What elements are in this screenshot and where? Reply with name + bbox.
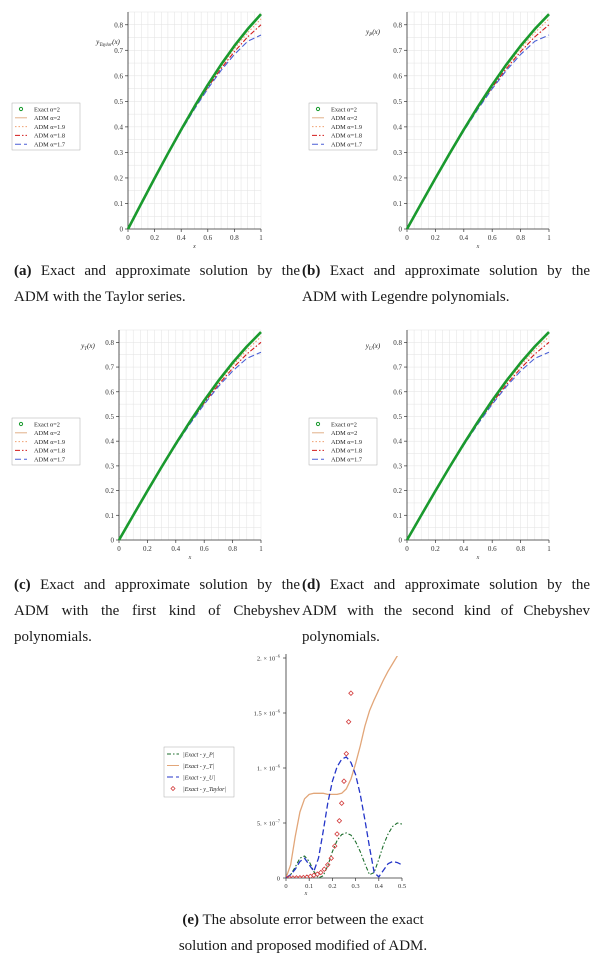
- x-tick-label: 0.6: [487, 234, 497, 242]
- x-tick-label: 0: [284, 883, 288, 890]
- legend-label: |Exact - y_U|: [183, 775, 215, 782]
- legend-label: ADM α=1.9: [331, 123, 362, 131]
- x-tick-label: 0.4: [459, 545, 469, 553]
- x-tick-label: 1: [259, 545, 263, 553]
- error-marker-taylor: [344, 752, 348, 756]
- x-tick-label: 0.3: [351, 883, 360, 890]
- error-marker-taylor: [339, 801, 343, 805]
- y-tick-label: 0.3: [114, 148, 123, 157]
- panel-b: [297, 0, 595, 320]
- y-tick-label: 0.8: [393, 21, 402, 30]
- caption-c-text: Exact and approximate solution by the ADM with the first kind of Chebyshev polynomials.: [14, 577, 300, 645]
- x-axis-label: x: [476, 244, 480, 250]
- y-tick-label: 1. × $10^{-6}$: [256, 763, 280, 773]
- legend-label: Exact α=2: [331, 106, 357, 114]
- y-tick-label: 0: [110, 536, 114, 545]
- x-tick-label: 0.8: [516, 545, 525, 553]
- y-tick-label: 0.8: [393, 338, 402, 347]
- legend-label: |Exact - y_Taylor|: [183, 786, 227, 793]
- legend-label: |Exact - y_T|: [183, 763, 214, 770]
- x-tick-label: 0.2: [431, 545, 440, 553]
- y-tick-label: 0.2: [393, 487, 402, 496]
- y-axis-label: $y_U(x)$: [365, 342, 381, 352]
- legend-label: ADM α=1.8: [34, 132, 65, 140]
- y-tick-label: 0.1: [393, 511, 402, 520]
- y-tick-label: 0.4: [393, 437, 402, 446]
- legend-label: ADM α=1.8: [331, 132, 362, 140]
- y-tick-label: 0.5: [393, 412, 402, 421]
- x-tick-label: 1: [259, 234, 263, 242]
- chart-d: [297, 318, 595, 568]
- x-axis-label: x: [193, 244, 196, 250]
- caption-d: [302, 572, 590, 650]
- x-tick-label: 0.8: [230, 234, 239, 242]
- legend-label: ADM α=2: [331, 115, 358, 123]
- caption-c: [14, 572, 300, 650]
- caption-c-tag: (c): [14, 577, 31, 593]
- y-axis-label: $y_{Taylor}(x)$: [96, 38, 120, 48]
- x-tick-label: 0: [405, 234, 409, 242]
- legend-label: ADM α=1.7: [34, 141, 65, 149]
- y-tick-label: 0.3: [393, 462, 402, 471]
- y-tick-label: 0.2: [114, 174, 123, 183]
- caption-d-text: Exact and approximate solution by the ADM with the second kind of Chebyshev polynomials.: [302, 577, 590, 645]
- y-tick-label: 5. × $10^{-7}$: [256, 818, 280, 828]
- y-tick-label: 0.7: [105, 363, 114, 372]
- panel-a: [0, 0, 300, 320]
- y-tick-label: 0.4: [114, 123, 123, 132]
- error-line-err_t2: [286, 757, 402, 878]
- y-tick-label: 0.2: [105, 487, 114, 496]
- legend-label: ADM α=2: [34, 115, 61, 123]
- error-marker-taylor: [349, 691, 353, 695]
- legend-label: Exact α=2: [34, 106, 60, 114]
- error-marker-taylor: [342, 779, 346, 783]
- y-tick-label: 0.1: [114, 199, 123, 208]
- x-tick-label: 0: [126, 234, 130, 242]
- caption-a-tag: (a): [14, 263, 32, 279]
- x-tick-label: 0.4: [171, 545, 181, 553]
- y-tick-label: 0.3: [105, 462, 114, 471]
- caption-e: [158, 907, 448, 959]
- error-marker-taylor: [335, 832, 339, 836]
- y-tick-label: 0.5: [105, 412, 114, 421]
- x-tick-label: 0.2: [150, 234, 159, 242]
- y-tick-label: 0: [398, 225, 402, 234]
- legend-label: ADM α=1.8: [34, 447, 65, 455]
- y-tick-label: $1.5 \times 10^{-6}$: [253, 708, 280, 718]
- x-tick-label: 0.6: [203, 234, 213, 242]
- caption-b-tag: (b): [302, 263, 321, 279]
- y-tick-label: 0.8: [114, 21, 123, 30]
- legend-label: ADM α=1.9: [34, 123, 65, 131]
- error-marker-taylor: [337, 819, 341, 823]
- legend-label: |Exact - y_P|: [183, 752, 215, 759]
- legend-label: ADM α=1.8: [331, 447, 362, 455]
- caption-b: [302, 258, 590, 310]
- y-tick-label: 0.7: [393, 46, 402, 55]
- y-axis-label: $y_P(x)$: [366, 28, 380, 38]
- legend-label: ADM α=1.7: [331, 456, 362, 464]
- x-tick-label: 0.4: [459, 234, 469, 242]
- x-tick-label: 0.2: [328, 883, 337, 890]
- error-marker-taylor: [346, 720, 350, 724]
- y-tick-label: 0.6: [105, 388, 114, 397]
- y-tick-label: 0.3: [393, 148, 402, 157]
- panel-d: [297, 318, 595, 653]
- x-tick-label: 0.4: [374, 883, 383, 890]
- x-tick-label: 0.1: [305, 883, 314, 890]
- legend-label: ADM α=2: [331, 430, 358, 438]
- caption-e-tag: (e): [182, 912, 200, 928]
- legend-label: Exact α=2: [34, 421, 60, 429]
- y-tick-label: 0: [119, 225, 123, 234]
- y-tick-label: 0.6: [114, 72, 123, 81]
- x-tick-label: 0.8: [516, 234, 525, 242]
- legend-label: ADM α=1.9: [34, 438, 65, 446]
- caption-b-text: Exact and approximate solution by the ADM with Legendre polynomials.: [302, 263, 590, 305]
- y-tick-label: 2. × $10^{-6}$: [256, 653, 280, 663]
- x-axis-label: x: [188, 555, 192, 561]
- y-tick-label: 0.7: [114, 46, 123, 55]
- x-tick-label: 0.8: [228, 545, 237, 553]
- x-tick-label: 0.2: [431, 234, 440, 242]
- x-tick-label: 0: [405, 545, 409, 553]
- y-tick-label: 0.4: [105, 437, 114, 446]
- x-axis-label: x: [476, 555, 480, 561]
- caption-d-tag: (d): [302, 577, 321, 593]
- error-marker-taylor: [333, 844, 337, 848]
- x-tick-label: 0.2: [143, 545, 152, 553]
- legend-label: Exact α=2: [331, 421, 357, 429]
- caption-a: [14, 258, 300, 310]
- panel-c: [0, 318, 300, 653]
- chart-c: [0, 318, 297, 568]
- y-axis-label: $y_T(x)$: [81, 342, 95, 352]
- y-tick-label: 0.2: [393, 174, 402, 183]
- x-tick-label: 1: [547, 545, 551, 553]
- x-tick-label: 0.4: [176, 234, 186, 242]
- y-tick-label: 0: [398, 536, 402, 545]
- x-tick-label: 1: [547, 234, 551, 242]
- y-tick-label: 0.5: [393, 97, 402, 106]
- caption-a-text: Exact and approximate solution by the ADM with the Taylor series.: [14, 263, 300, 305]
- y-tick-label: 0.7: [393, 363, 402, 372]
- legend-label: ADM α=2: [34, 430, 61, 438]
- y-tick-label: 0.1: [393, 199, 402, 208]
- y-tick-label: 0.1: [105, 511, 114, 520]
- y-tick-label: 0.6: [393, 388, 402, 397]
- y-tick-label: 0.4: [393, 123, 402, 132]
- legend-label: ADM α=1.7: [331, 141, 362, 149]
- x-tick-label: 0.5: [397, 883, 407, 890]
- y-tick-label: 0.5: [114, 97, 123, 106]
- x-tick-label: 0.6: [199, 545, 209, 553]
- legend-label: ADM α=1.9: [331, 438, 362, 446]
- error-series-group: [284, 648, 402, 880]
- legend-label: ADM α=1.7: [34, 456, 65, 464]
- y-tick-label: 0.6: [393, 72, 402, 81]
- caption-e-text: The absolute error between the exact solution and proposed modified of ADM.: [178, 912, 428, 954]
- x-tick-label: 0: [117, 545, 121, 553]
- chart-b: [297, 0, 595, 250]
- y-tick-label: 0.8: [105, 338, 114, 347]
- panel-e: [140, 645, 470, 961]
- chart-a: [0, 0, 297, 250]
- chart-e: [140, 645, 470, 895]
- x-tick-label: 0.6: [487, 545, 497, 553]
- y-tick-label: 0: [276, 875, 280, 883]
- x-axis-label: x: [304, 891, 308, 897]
